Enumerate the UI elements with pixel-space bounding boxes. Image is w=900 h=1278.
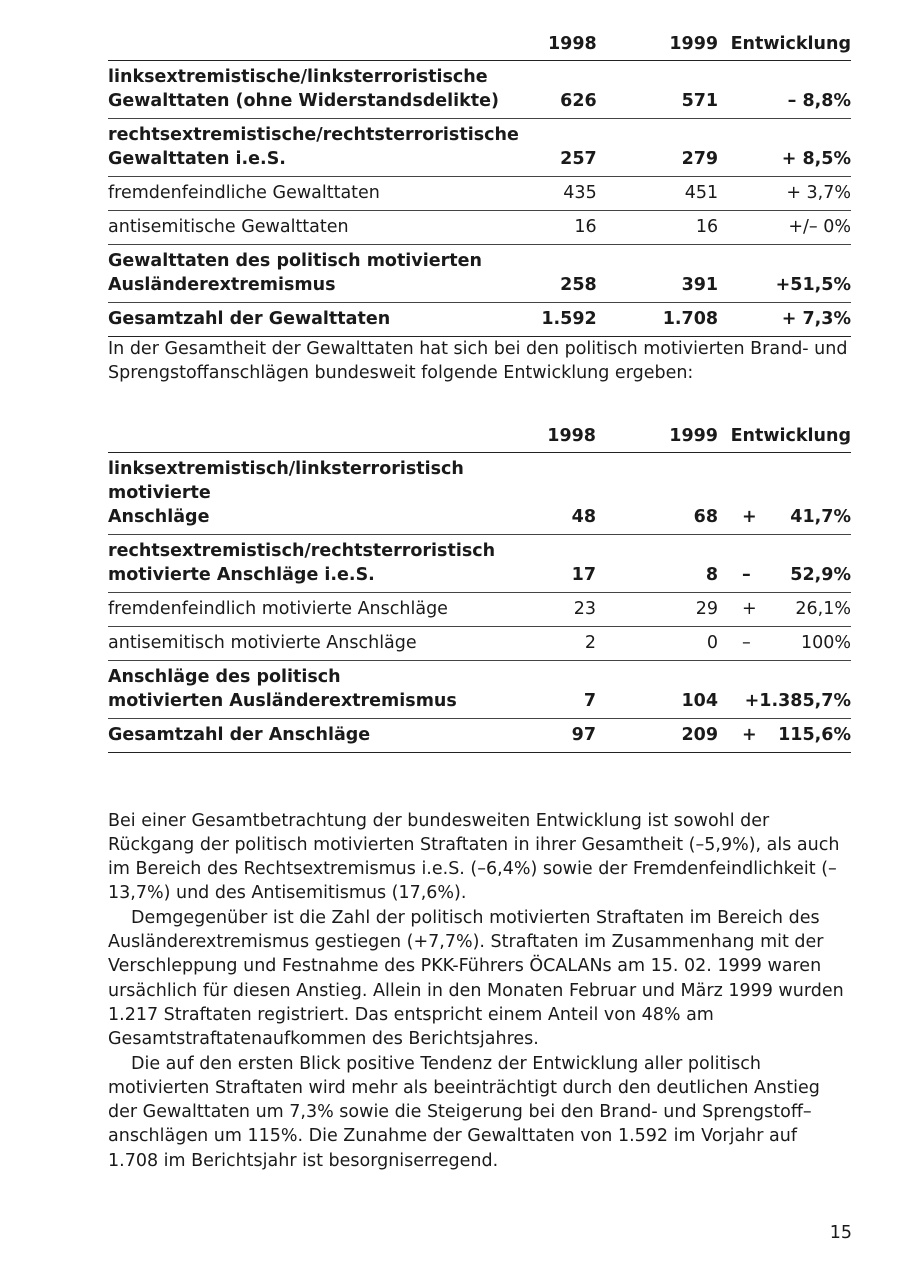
value-1998: 23 bbox=[528, 592, 596, 626]
value-1998: 48 bbox=[528, 452, 596, 534]
value-1998: 257 bbox=[529, 119, 597, 177]
row-label-line: Gesamtzahl der Anschläge bbox=[108, 724, 371, 745]
value-1998: 258 bbox=[529, 245, 597, 303]
table-row bbox=[108, 211, 851, 245]
row-label bbox=[108, 61, 529, 119]
value-entwicklung: + 8,5% bbox=[718, 119, 851, 177]
row-label bbox=[108, 245, 529, 303]
row-label bbox=[108, 534, 528, 592]
row-label bbox=[108, 303, 529, 337]
attacks-statistics-table bbox=[108, 422, 851, 753]
change-percent: 100% bbox=[800, 632, 851, 653]
row-label-line: Anschläge bbox=[108, 506, 210, 527]
change-sign: + bbox=[742, 724, 757, 745]
header-entwicklung: Entwicklung bbox=[718, 30, 851, 61]
value-entwicklung: + 7,3% bbox=[718, 303, 851, 337]
body-paragraph: Demgegenüber ist die Zahl der politisch motivierten Straftaten im Bereich des Ausländerextremismus gestiegen (+7,7%). Straftaten im Zusammenhang mit der Verschleppung und Festnahme des PKK-Führers ÖCALANs am 15. 02. 1999 waren ursächlich für diesen Anstieg. Allein in den Monaten Februar und März 1999 wurden 1.217 Straftaten registriert. Das entspricht einem Anteil von 48% am Gesamtstraftatenaufkommen des Berichtsjahres. bbox=[108, 907, 844, 1050]
row-label-line: antisemitisch motivierte Anschläge bbox=[108, 632, 417, 653]
row-label-line: linksextremistisch/linksterroristisch motivierte bbox=[108, 458, 464, 503]
value-entwicklung: – 8,8% bbox=[718, 61, 851, 119]
value-1998: 16 bbox=[529, 211, 597, 245]
row-label-line: fremdenfeindlich motivierte Anschläge bbox=[108, 598, 448, 619]
header-empty bbox=[108, 30, 529, 61]
value-entwicklung bbox=[718, 660, 851, 718]
table-row bbox=[108, 718, 851, 752]
value-1999: 571 bbox=[597, 61, 718, 119]
row-label bbox=[108, 452, 528, 534]
row-label bbox=[108, 718, 528, 752]
row-label bbox=[108, 626, 528, 660]
value-1998: 626 bbox=[529, 61, 597, 119]
value-entwicklung bbox=[718, 452, 851, 534]
change-percent: 115,6% bbox=[778, 724, 851, 745]
table-row bbox=[108, 660, 851, 718]
value-1998: 1.592 bbox=[529, 303, 597, 337]
value-1999: 279 bbox=[597, 119, 718, 177]
table-row bbox=[108, 626, 851, 660]
table-row bbox=[108, 592, 851, 626]
row-label-line: linksextremistische/linksterroristische bbox=[108, 67, 488, 87]
value-1998: 97 bbox=[528, 718, 596, 752]
row-label-line: antisemitische Gewalttaten bbox=[108, 217, 349, 237]
table-row bbox=[108, 303, 851, 337]
change-percent: 26,1% bbox=[795, 598, 851, 619]
row-label-line: motivierten Ausländerextremismus bbox=[108, 690, 457, 711]
value-1999: 391 bbox=[597, 245, 718, 303]
change-percent: 52,9% bbox=[790, 564, 851, 585]
row-label-line: Gewalttaten des politisch motivierten bbox=[108, 251, 482, 271]
change-sign: + bbox=[742, 506, 757, 527]
value-1999: 8 bbox=[596, 534, 718, 592]
value-1999: 0 bbox=[596, 626, 718, 660]
header-1999: 1999 bbox=[597, 30, 718, 61]
table-row bbox=[108, 119, 851, 177]
value-1998: 7 bbox=[528, 660, 596, 718]
table-row bbox=[108, 534, 851, 592]
row-label bbox=[108, 660, 528, 718]
body-text bbox=[108, 809, 851, 1173]
table-row bbox=[108, 177, 851, 211]
value-1999: 451 bbox=[597, 177, 718, 211]
change-sign: – bbox=[742, 564, 751, 585]
row-label-line: rechtsextremistische/rechtsterroristische bbox=[108, 125, 519, 145]
table-row bbox=[108, 245, 851, 303]
table-header-row bbox=[108, 30, 851, 61]
value-1999: 209 bbox=[596, 718, 718, 752]
row-label-line: Ausländerextremismus bbox=[108, 275, 336, 295]
table-header-row bbox=[108, 422, 851, 453]
row-label-line: motivierte Anschläge i.e.S. bbox=[108, 564, 375, 585]
row-label bbox=[108, 119, 529, 177]
header-1999: 1999 bbox=[596, 422, 718, 453]
header-1998: 1998 bbox=[528, 422, 596, 453]
table-row bbox=[108, 452, 851, 534]
page-content bbox=[108, 30, 851, 1173]
value-1998: 2 bbox=[528, 626, 596, 660]
row-label-line: Gewalttaten (ohne Widerstandsdelikte) bbox=[108, 91, 500, 111]
intro-paragraph: In der Gesamtheit der Gewalttaten hat sich bei den politisch motivierten Brand- und Sprengstoffanschlägen bundesweit folgende Entwicklung ergeben: bbox=[108, 339, 848, 384]
row-label bbox=[108, 592, 528, 626]
row-label-line: Gewalttaten i.e.S. bbox=[108, 149, 286, 169]
value-1999: 104 bbox=[596, 660, 718, 718]
value-entwicklung bbox=[718, 626, 851, 660]
change-percent: +1.385,7% bbox=[744, 690, 851, 711]
value-1999: 1.708 bbox=[597, 303, 718, 337]
value-entwicklung: +/– 0% bbox=[718, 211, 851, 245]
value-entwicklung bbox=[718, 592, 851, 626]
violence-statistics-table bbox=[108, 30, 851, 337]
body-paragraph: Bei einer Gesamtbetrachtung der bundesweiten Entwicklung ist sowohl der Rückgang der politisch motivierten Straftaten in ihrer Gesamtheit (–5,9%), als auch im Bereich des Rechtsextremismus i.e.S. (–6,4%) sowie der Fremdenfeindlichkeit (–13,7%) und des Antisemitismus (17,6%). bbox=[108, 810, 840, 904]
value-entwicklung bbox=[718, 534, 851, 592]
value-entwicklung bbox=[718, 718, 851, 752]
row-label-line: rechtsextremistisch/rechtsterroristisch bbox=[108, 540, 496, 561]
value-entwicklung: + 3,7% bbox=[718, 177, 851, 211]
page-number: 15 bbox=[829, 1223, 852, 1243]
table-row bbox=[108, 61, 851, 119]
header-1998: 1998 bbox=[529, 30, 597, 61]
change-sign: + bbox=[742, 598, 757, 619]
value-1998: 17 bbox=[528, 534, 596, 592]
value-entwicklung: +51,5% bbox=[718, 245, 851, 303]
value-1999: 29 bbox=[596, 592, 718, 626]
row-label bbox=[108, 211, 529, 245]
row-label-line: Gesamtzahl der Gewalttaten bbox=[108, 309, 391, 329]
body-paragraph: Die auf den ersten Blick positive Tendenz der Entwicklung aller politisch motivierten Straftaten wird mehr als beeinträchtigt durch den deutlichen Anstieg der Gewalttaten um 7,3% sowie die Steigerung bei den Brand- und Sprengstoff– anschlägen um 115%. Die Zunahme der Gewalttaten von 1.592 im Vorjahr auf 1.708 im Berichtsjahr ist besorgniserregend. bbox=[108, 1053, 820, 1171]
row-label-line: fremdenfeindliche Gewalttaten bbox=[108, 183, 380, 203]
row-label-line: Anschläge des politisch bbox=[108, 666, 341, 687]
change-sign: – bbox=[742, 632, 751, 653]
header-entwicklung: Entwicklung bbox=[718, 422, 851, 453]
change-percent: 41,7% bbox=[790, 506, 851, 527]
value-1999: 68 bbox=[596, 452, 718, 534]
value-1998: 435 bbox=[529, 177, 597, 211]
header-empty bbox=[108, 422, 528, 453]
row-label bbox=[108, 177, 529, 211]
value-1999: 16 bbox=[597, 211, 718, 245]
